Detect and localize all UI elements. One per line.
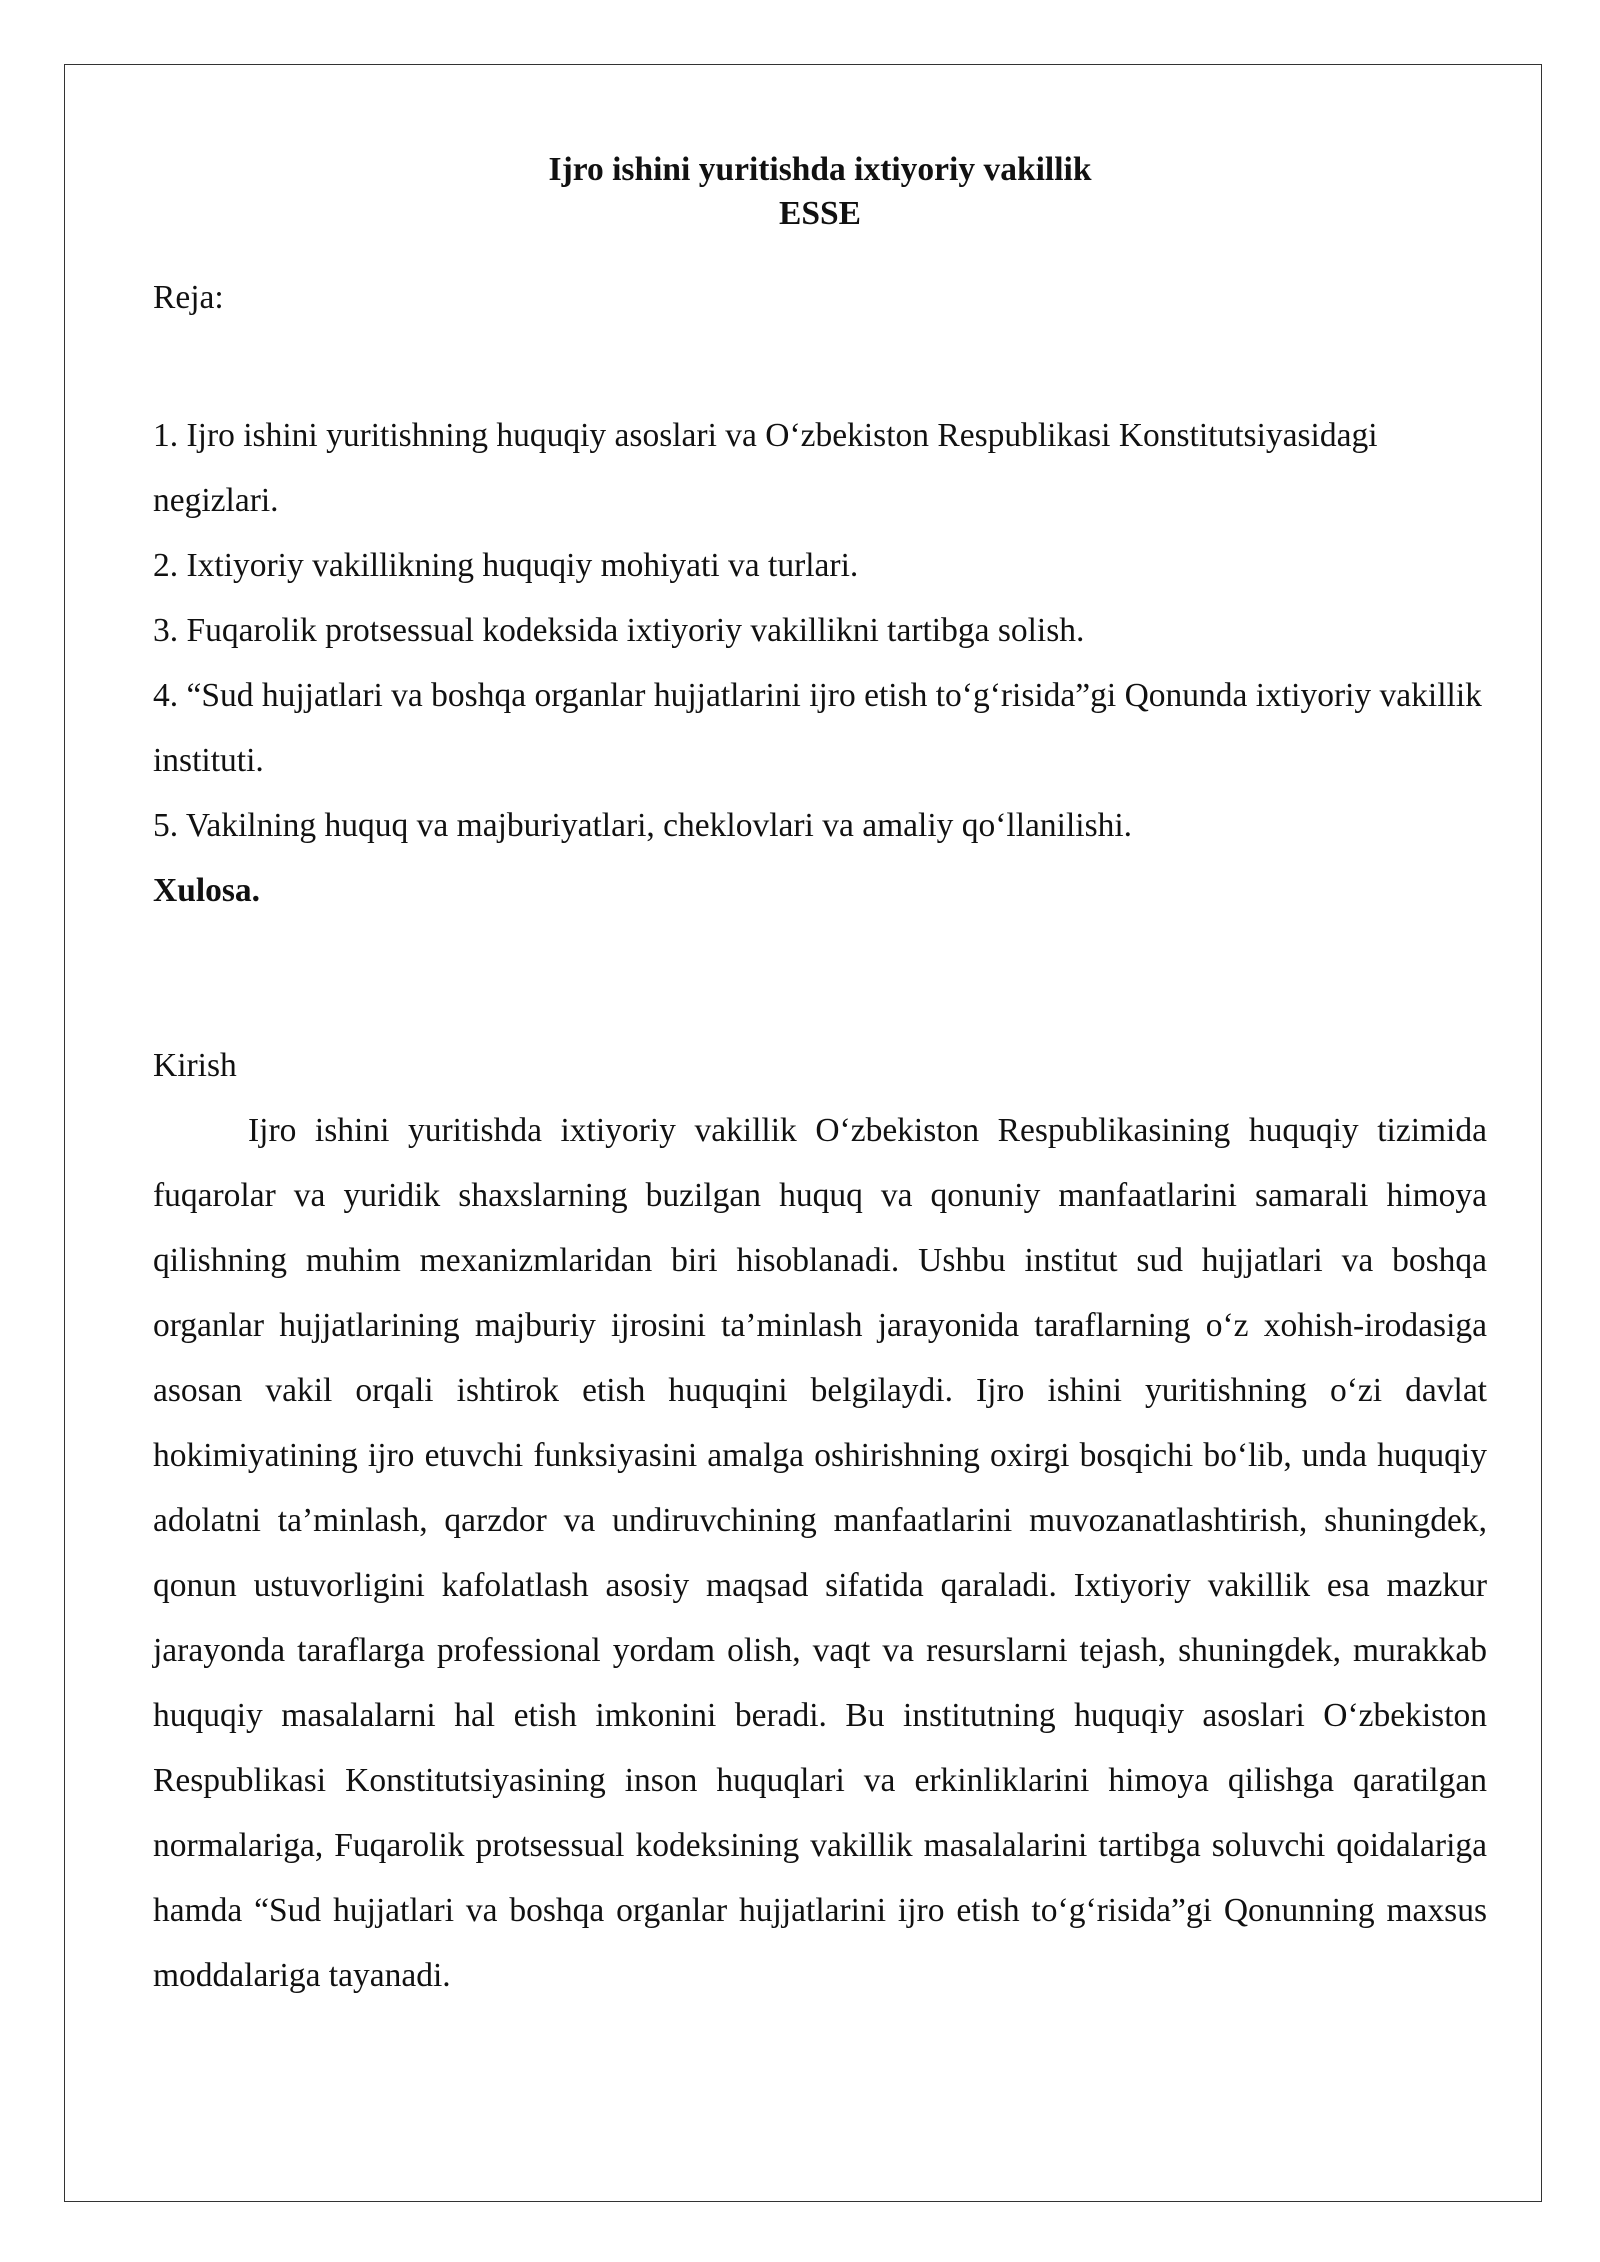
plan-item: 3. Fuqarolik protsessual kodeksida ixtiyoriy vakillikni tartibga solish. <box>153 612 1085 649</box>
intro-paragraph: Ijro ishini yuritishda ixtiyoriy vakillik O‘zbekiston Respublikasining huquqiy tizimida fuqarolar va yuridik shaxslarning buzilgan huquq va qonuniy manfaatlarini samarali himoya qilishning muhim mexanizmlaridan biri hisoblanadi. Ushbu institut sud hujjatlari va boshqa organlar hujjatlarining majburiy ijrosini ta’minlash jarayonida taraflarning o‘z xohish-irodasiga asosan vakil orqali ishtirok etish huquqini belgilaydi. Ijro ishini yuritishning o‘zi davlat hokimiyatining ijro etuvchi funksiyasini amalga oshirishning oxirgi bosqichi bo‘lib, unda huquqiy adolatni ta’minlash, qarzdor va undiruvchining manfaatlarini muvozanatlashtirish, shuningdek, qonun ustuvorligini kafolatlash asosiy maqsad sifatida qaraladi. Ixtiyoriy vakillik esa mazkur jarayonda taraflarga professional yordam olish, vaqt va resurslarni tejash, shuningdek, murakkab huquqiy masalalarni hal etish imkonini beradi. Bu institutning huquqiy asoslari O‘zbekiston Respublikasi Konstitutsiyasining inson huquqlari va erkinliklarini himoya qilishga qaratilgan normalariga, Fuqarolik protsessual kodeksining vakillik masalalarini tartibga soluvchi qoidalariga hamda “Sud hujjatlari va boshqa organlar hujjatlarini ijro etish to‘g‘risida”gi Qonunning maxsus moddalariga tayanadi. <box>153 1112 1487 1994</box>
document-subtitle: ESSE <box>779 195 861 232</box>
conclusion-label: Xulosa. <box>153 872 261 909</box>
intro-heading: Kirish <box>153 1047 237 1084</box>
document-body <box>153 148 1487 2008</box>
plan-item: 1. Ijro ishini yuritishning huquqiy asoslari va O‘zbekiston Respublikasi Konstitutsiyasidagi negizlari. <box>153 417 1378 519</box>
plan-list <box>153 403 1487 858</box>
plan-item: 2. Ixtiyoriy vakillikning huquqiy mohiyati va turlari. <box>153 547 859 584</box>
plan-item: 4. “Sud hujjatlari va boshqa organlar hujjatlarini ijro etish to‘g‘risida”gi Qonunda ixtiyoriy vakillik instituti. <box>153 677 1482 779</box>
document-title: Ijro ishini yuritishda ixtiyoriy vakillik <box>548 151 1092 188</box>
plan-label: Reja: <box>153 279 224 316</box>
plan-item: 5. Vakilning huquq va majburiyatlari, cheklovlari va amaliy qo‘llanilishi. <box>153 807 1133 844</box>
